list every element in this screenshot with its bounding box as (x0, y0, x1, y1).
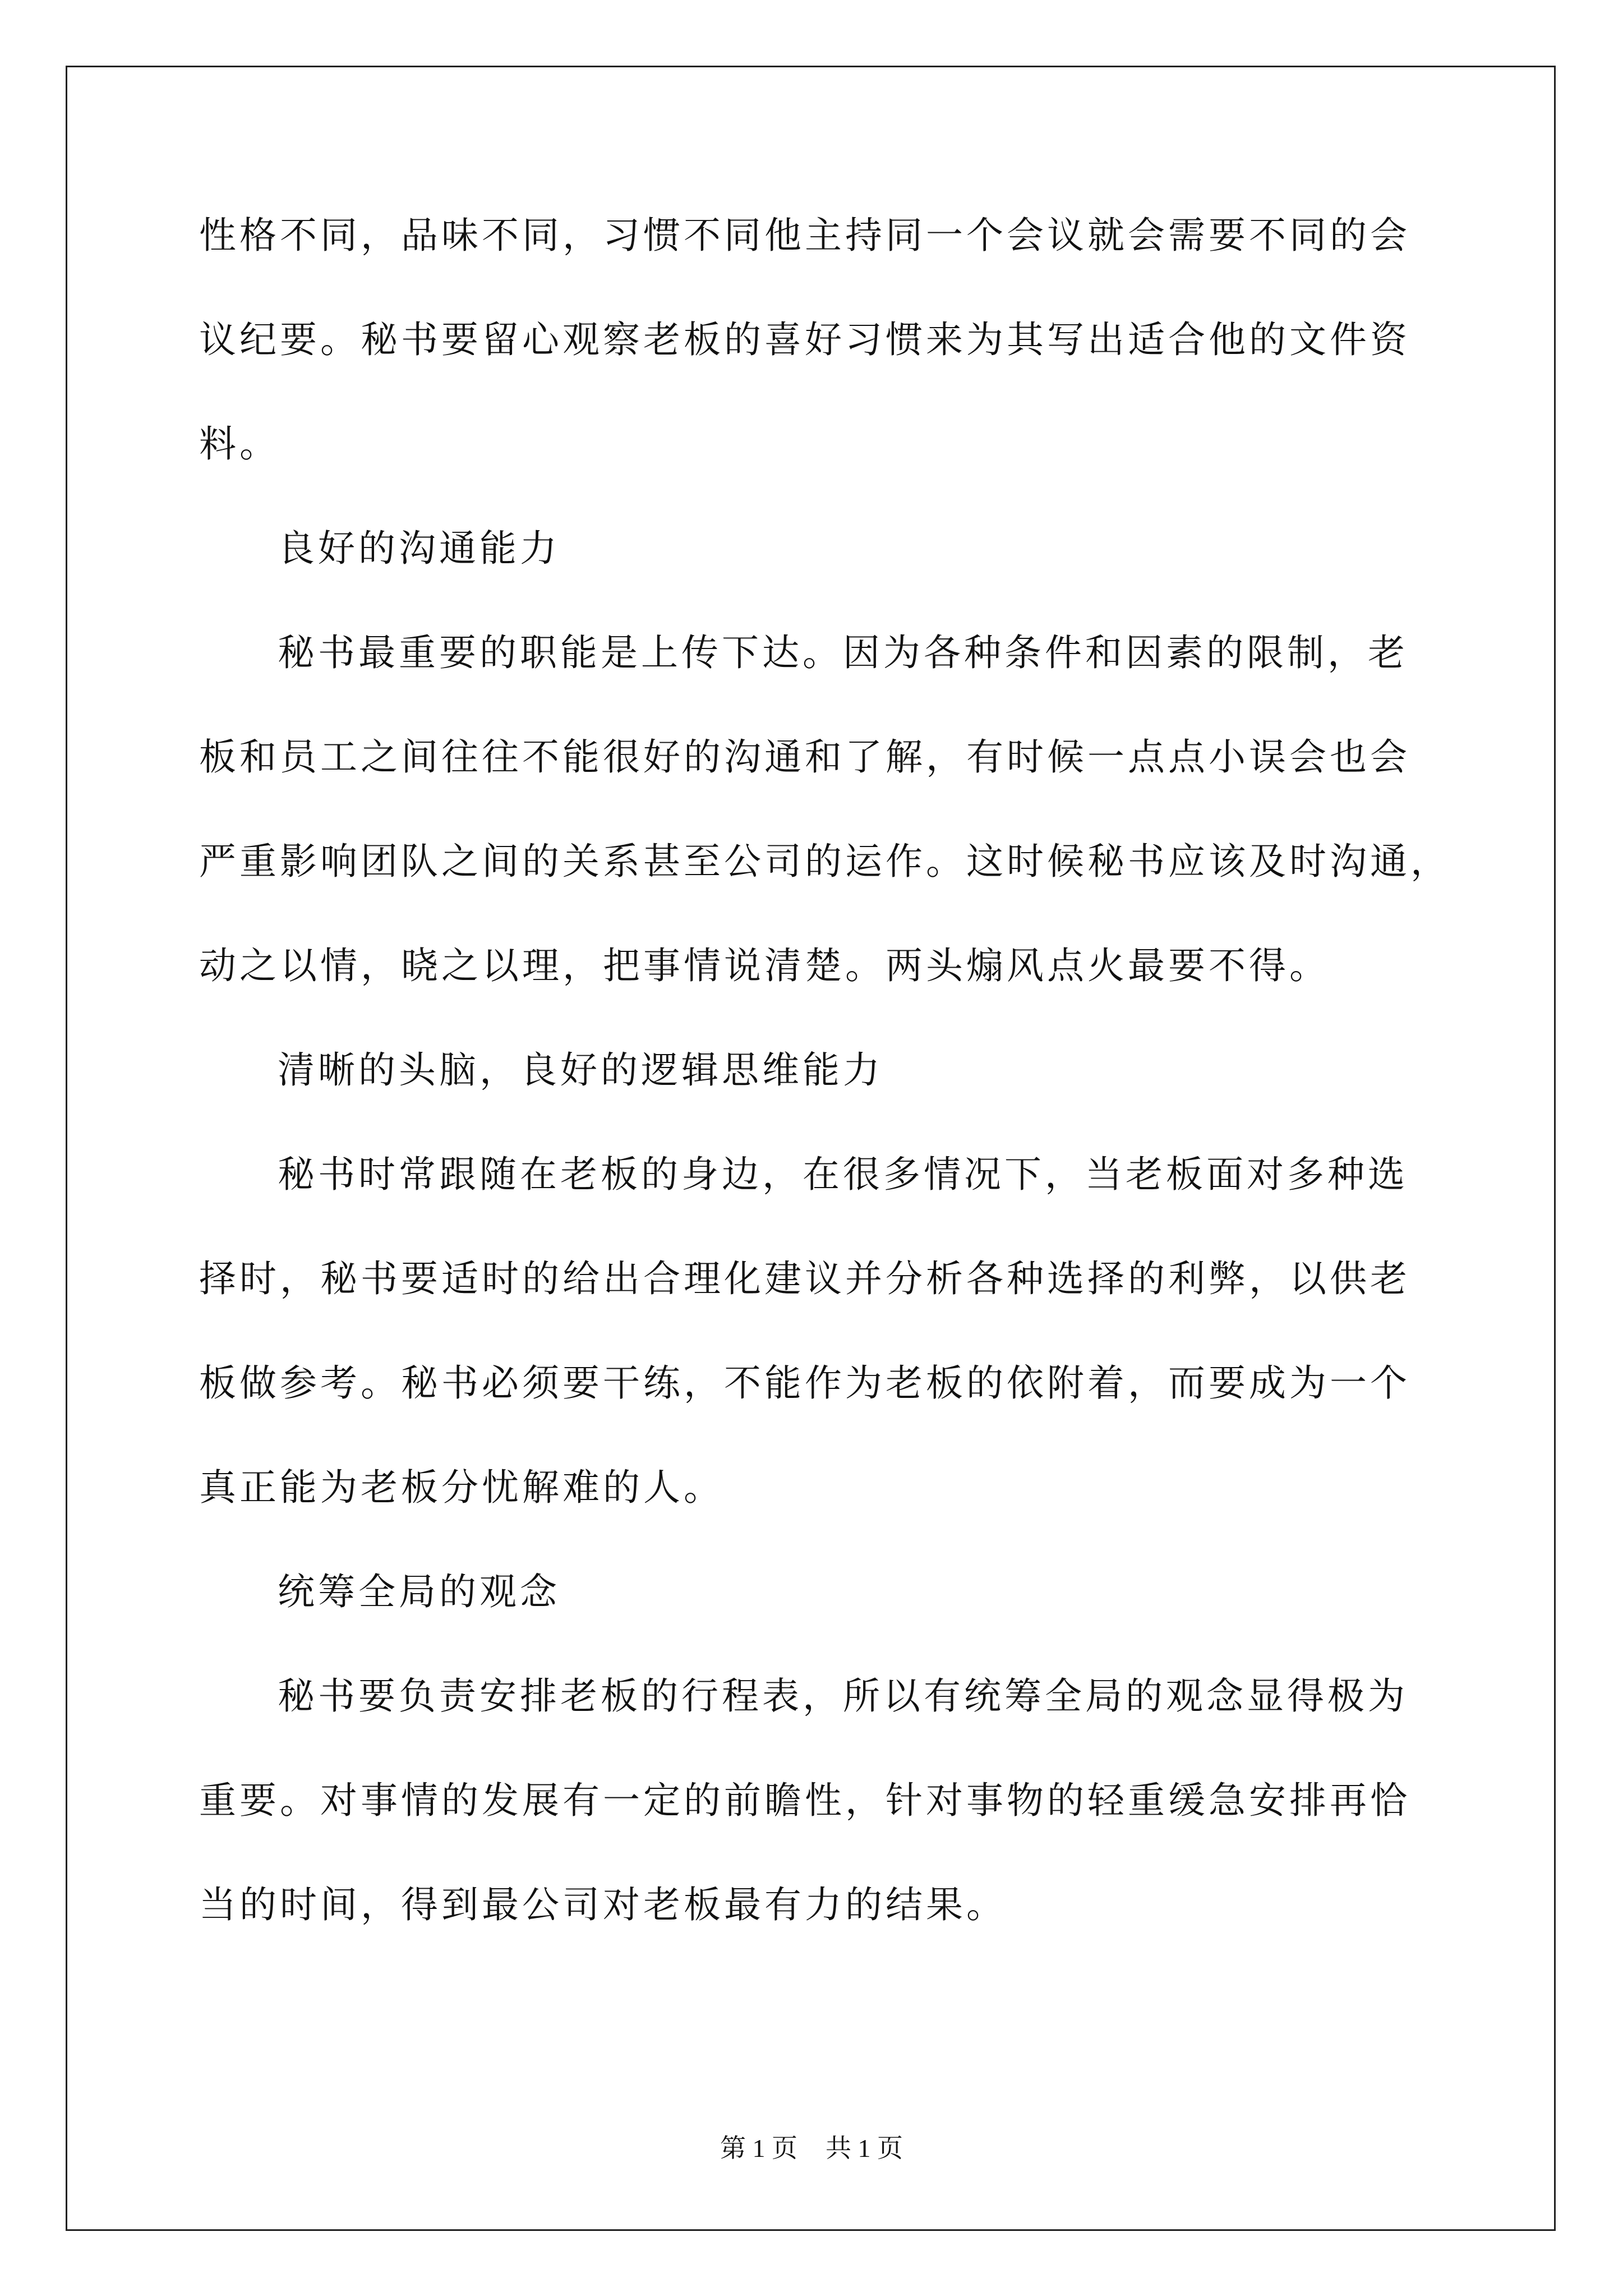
paragraph-line: 当的时间，得到最公司对老板最有力的结果。 (199, 1883, 1007, 1926)
paragraph-line: 料。 (199, 422, 280, 466)
paragraph-line: 秘书时常跟随在老板的身边，在很多情况下，当老板面对多种选 (278, 1153, 1408, 1196)
paragraph-line: 严重影响团队之间的关系甚至公司的运作。这时候秘书应该及时沟通， (199, 840, 1451, 883)
paragraph-line: 板做参考。秘书必须要干练，不能作为老板的依附着，而要成为一个 (199, 1361, 1410, 1405)
paragraph-line: 重要。对事情的发展有一定的前瞻性，针对事物的轻重缓急安排再恰 (199, 1779, 1410, 1822)
paragraph-line: 动之以情，晓之以理，把事情说清楚。两头煽风点火最要不得。 (199, 944, 1330, 987)
paragraph-line: 板和员工之间往往不能很好的沟通和了解，有时候一点点小误会也会 (199, 735, 1410, 779)
page-number: 第 1 页 (720, 2134, 797, 2162)
paragraph-line: 性格不同，品味不同，习惯不同他主持同一个会议就会需要不同的会 (199, 214, 1410, 257)
section-heading: 清晰的头脑，良好的逻辑思维能力 (278, 1048, 883, 1092)
section-heading: 良好的沟通能力 (278, 527, 560, 570)
page-total: 共 1 页 (826, 2134, 903, 2162)
paragraph-line: 择时，秘书要适时的给出合理化建议并分析各种选择的利弊，以供老 (199, 1257, 1410, 1300)
paragraph-line: 真正能为老板分忧解难的人。 (199, 1466, 724, 1509)
paragraph-line: 秘书要负责安排老板的行程表，所以有统筹全局的观念显得极为 (278, 1674, 1408, 1718)
page-footer (0, 2132, 1623, 2165)
paragraph-line: 秘书最重要的职能是上传下达。因为各种条件和因素的限制，老 (278, 631, 1408, 674)
section-heading: 统筹全局的观念 (278, 1570, 560, 1613)
paragraph-line: 议纪要。秘书要留心观察老板的喜好习惯来为其写出适合他的文件资 (199, 318, 1410, 361)
